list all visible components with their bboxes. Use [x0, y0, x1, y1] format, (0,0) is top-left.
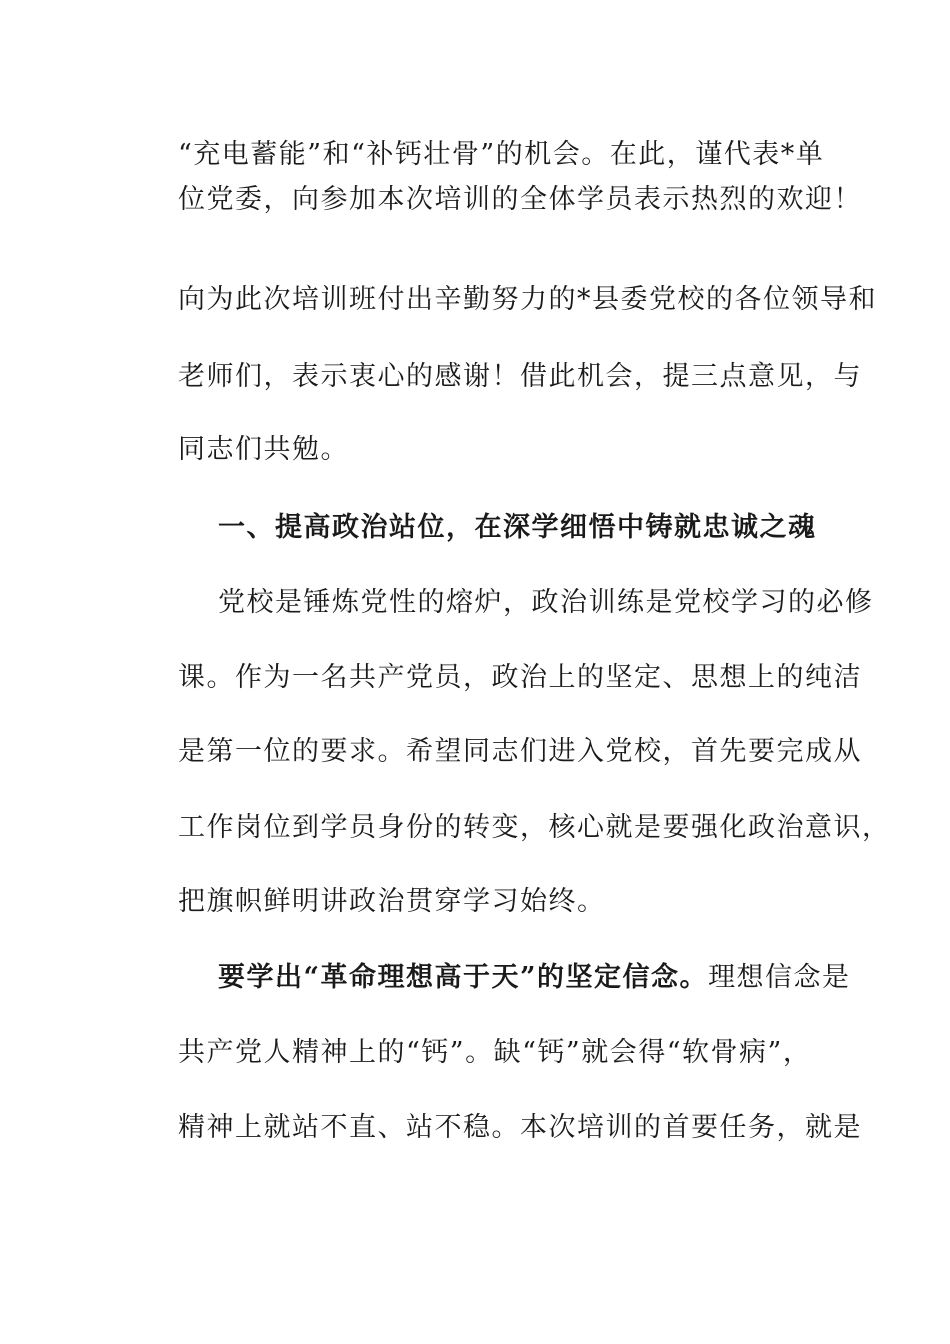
body-text-line: “充电蓄能”和“补钙壮骨”的机会。在此，谨代表*单 [178, 139, 825, 170]
body-text-line: 位党委，向参加本次培训的全体学员表示热烈的欢迎！ [178, 184, 862, 215]
paragraph-line: 精神上就站不直、站不稳。本次培训的首要任务，就是 [178, 1112, 862, 1143]
body-text-line: 老师们，表示衷心的感谢！借此机会，提三点意见，与 [178, 361, 862, 392]
paragraph-line: 是第一位的要求。希望同志们进入党校，首先要完成从 [178, 736, 862, 767]
body-text-line: 同志们共勉。 [178, 434, 349, 465]
section-heading: 一、提高政治站位，在深学细悟中铸就忠诚之魂 [218, 512, 817, 543]
paragraph-line: 共产党人精神上的“钙”。缺“钙”就会得“软骨病”， [178, 1037, 812, 1068]
paragraph-line: 课。作为一名共产党员，政治上的坚定、思想上的纯洁 [178, 662, 862, 693]
paragraph-line: 把旗帜鲜明讲政治贯穿学习始终。 [178, 886, 606, 917]
paragraph-line: 工作岗位到学员身份的转变，核心就是要强化政治意识， [178, 812, 891, 843]
paragraph-first-line [218, 958, 868, 998]
paragraph-line: 党校是锤炼党性的熔炉，政治训练是党校学习的必修 [218, 587, 874, 618]
bold-lead-sentence: 要学出“革命理想高于天”的坚定信念。 [218, 962, 709, 993]
lead-continuation: 理想信念是 [708, 962, 851, 993]
body-text-line: 向为此次培训班付出辛勤努力的*县委党校的各位领导和 [178, 284, 877, 315]
